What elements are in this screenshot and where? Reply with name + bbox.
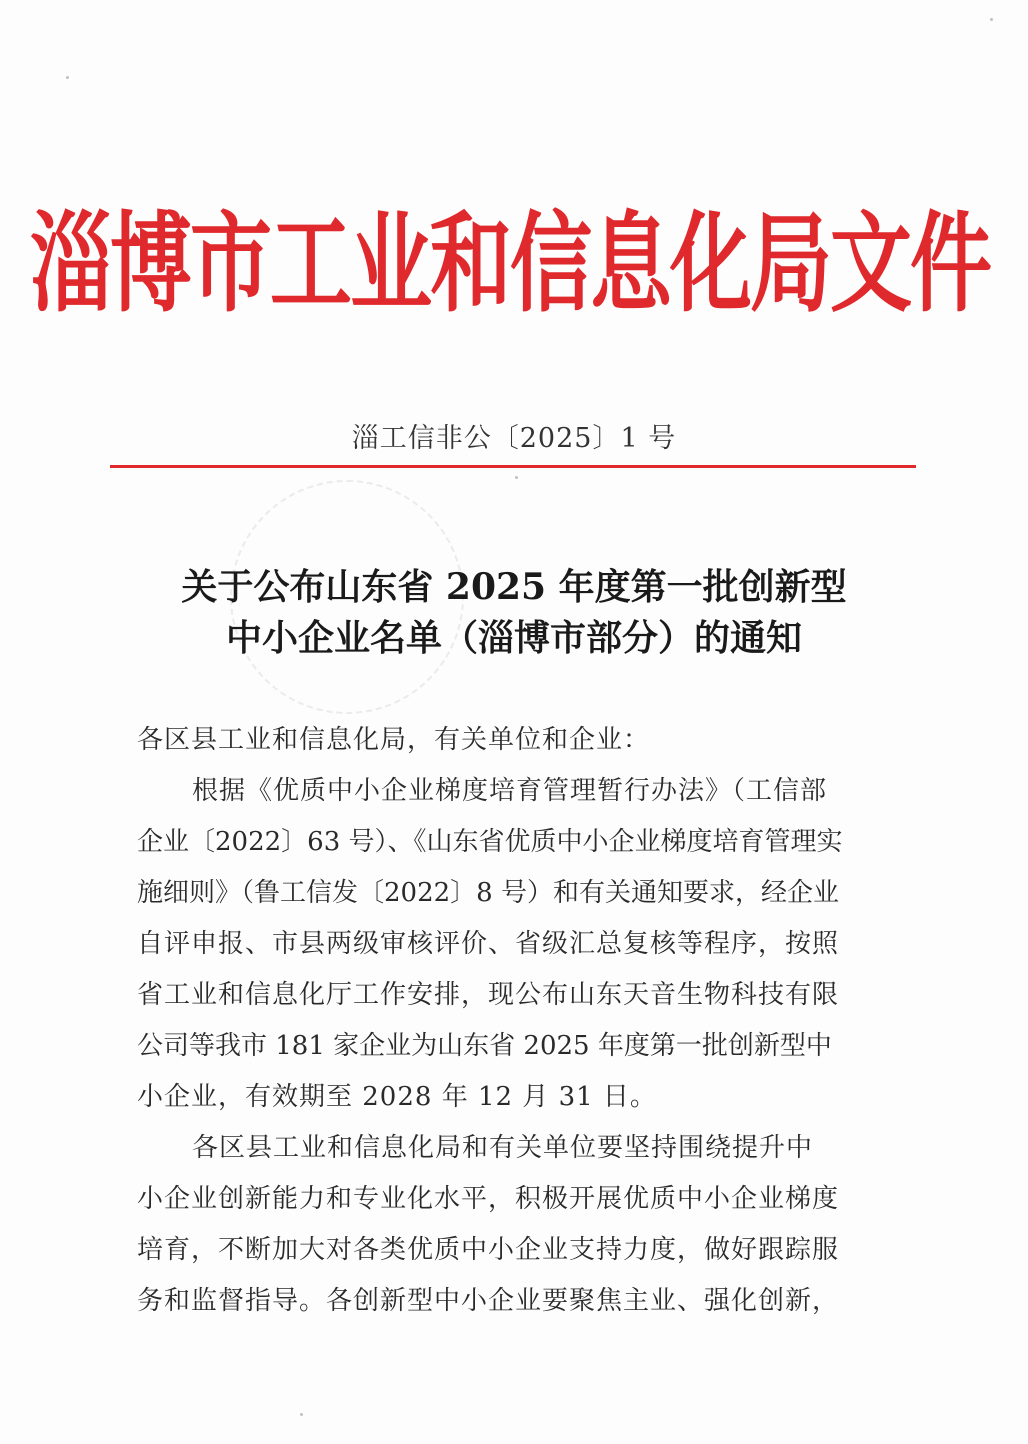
body-line: 根据《优质中小企业梯度培育管理暂行办法》（工信部 [192, 776, 828, 806]
body-line: 公司等我市 181 家企业为山东省 2025 年度第一批创新型中 [137, 1031, 832, 1061]
scan-speck [300, 1413, 303, 1416]
body-line: 省工业和信息化厅工作安排，现公布山东天音生物科技有限 [137, 980, 840, 1010]
body-line: 务和监督指导。各创新型中小企业要聚焦主业、强化创新， [137, 1286, 840, 1316]
issuing-authority-header: 淄博市工业和信息化局文件 [30, 201, 991, 327]
scan-speck [515, 476, 518, 479]
scan-speck [66, 76, 69, 79]
body-line: 小企业，有效期至 2028 年 12 月 31 日。 [137, 1082, 657, 1112]
body-line: 自评申报、市县两级审核评价、省级汇总复核等程序，按照 [137, 929, 840, 959]
salutation: 各区县工业和信息化局，有关单位和企业： [137, 725, 651, 755]
notice-title-line-1: 关于公布山东省 2025 年度第一批创新型 [181, 566, 847, 608]
body-line: 小企业创新能力和专业化水平，积极开展优质中小企业梯度 [137, 1184, 840, 1214]
notice-title-line-2: 中小企业名单（淄博市部分）的通知 [225, 617, 802, 659]
body-line: 企业〔2022〕63 号）、《山东省优质中小企业梯度培育管理实 [137, 827, 843, 857]
document-number: 淄工信非公〔2025〕1 号 [351, 423, 677, 454]
body-line: 各区县工业和信息化局和有关单位要坚持围绕提升中 [192, 1133, 814, 1163]
body-line: 施细则》（鲁工信发〔2022〕8 号）和有关通知要求，经企业 [137, 878, 839, 908]
body-line: 培育，不断加大对各类优质中小企业支持力度，做好跟踪服 [137, 1235, 840, 1265]
red-separator-line [110, 465, 916, 468]
scan-speck [990, 18, 993, 21]
